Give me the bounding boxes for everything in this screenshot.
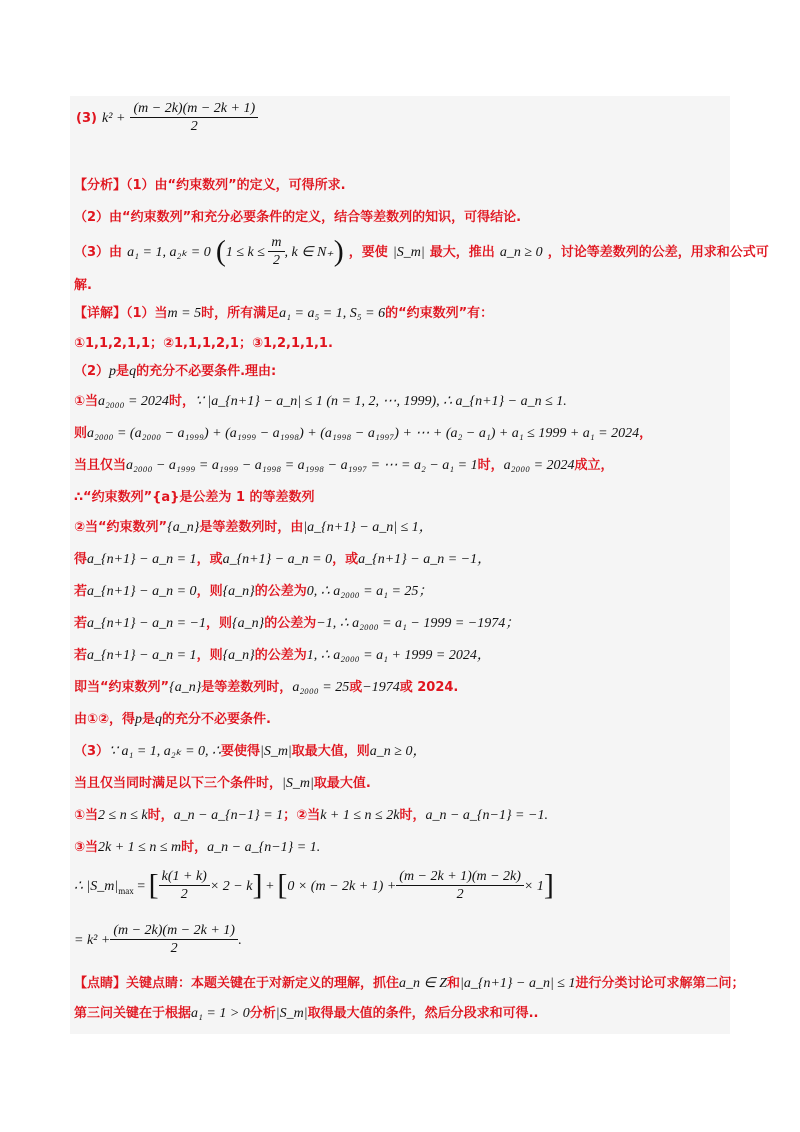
answer-expr: k² +: [102, 111, 126, 126]
detail-3-cond12: ①当2 ≤ n ≤ k时，a_n − a_{n−1} = 1；②当k + 1 ≤ n ≤ 2k时，a_n − a_{n−1} = −1.: [74, 808, 548, 823]
detail-2-summary: 即当“约束数列”{a_n}是等差数列时，a₂₀₀₀ = 25或−1974或 2024.: [74, 680, 459, 695]
detail-2-equality: 当且仅当a₂₀₀₀ − a₁₉₉₉ = a₁₉₉₉ − a₁₉₉₈ = a₁₉₉₈ − a₁₉₉₇ = ⋯ = a₂ − a₁ = 1时，a₂₀₀₀ = 2024成立，: [74, 458, 614, 473]
answer-part3: [76, 100, 258, 135]
key-point-2: 第三问关键在于根据a₁ = 1 > 0分析|S_m|取得最大值的条件，然后分段求和可得..: [74, 1006, 539, 1021]
detail-2: （2）p是q的充分不必要条件.理由:: [74, 364, 277, 379]
part-label: (3): [76, 111, 97, 126]
key-point-1: 【点睛】关键点睛：本题关键在于对新定义的理解，抓住a_n ∈ Z和|a_{n+1} − a_n| ≤ 1进行分类讨论可求解第二问；: [74, 976, 745, 991]
detail-3-result: = k² + $\frac{(m - 2k)(m - 2k + 1)}{2}$ .: [74, 923, 242, 956]
solution-page: [70, 96, 769, 1034]
detail-2-case2: ②当“约束数列”{a_n}是等差数列时，由|a_{n+1} − a_n| ≤ 1，: [74, 520, 433, 535]
analysis-1: 【分析】（1）由“约束数列”的定义，可得所求.: [74, 178, 346, 193]
detail-3: （3）∵ a₁ = 1, a₂ₖ = 0, ∴要使得|S_m|取最大值，则a_n ≥ 0，: [74, 744, 427, 759]
detail-1-list: ①1,1,2,1,1；②1,1,1,2,1；③1,2,1,1,1.: [74, 336, 333, 351]
detail-1: 【详解】（1）当m = 5时，所有满足a₁ = a₅ = 1, S₅ = 6的“约束数列”有：: [74, 306, 494, 321]
detail-2-dneg: 若a_{n+1} − a_n = −1，则{a_n}的公差为−1, ∴ a₂₀₀₀ = a₁ − 1999 = −1974；: [74, 616, 520, 631]
detail-2-final: 由①②，得p是q的充分不必要条件.: [74, 712, 271, 727]
detail-2-case1: ①当a₂₀₀₀ = 2024时，∵ |a_{n+1} − a_n| ≤ 1 (n = 1, 2, ⋯, 1999), ∴ a_{n+1} − a_n ≤ 1.: [74, 394, 567, 409]
detail-2-d0: 若a_{n+1} − a_n = 0，则{a_n}的公差为0, ∴ a₂₀₀₀ = a₁ = 25；: [74, 584, 433, 599]
analysis-2: （2）由“约束数列”和充分必要条件的定义，结合等差数列的知识，可得结论.: [74, 210, 522, 225]
detail-2-sum: 则a₂₀₀₀ = (a₂₀₀₀ − a₁₉₉₉) + (a₁₉₉₉ − a₁₉₉₈) + (a₁₉₉₈ − a₁₉₉₇) + ⋯ + (a₂ − a₁) + a₁ ≤ 1999 + a₁ = 2024，: [74, 426, 653, 441]
detail-2-options: 得a_{n+1} − a_n = 1，或a_{n+1} − a_n = 0，或a_{n+1} − a_n = −1，: [74, 552, 492, 567]
detail-3-max-expr: ∴ $|S\_m|_{max}$ = [ $\frac{k(1 + k)}{2}$ × 2 − k] + [0 × (m − 2k + 1) + $\frac{(m - 2k + 1)(m - 2k)}{2}$ × 1]: [74, 868, 554, 902]
analysis-3-cont: 解.: [74, 278, 92, 293]
detail-3-cond3: ③当2k + 1 ≤ n ≤ m时，a_n − a_{n−1} = 1.: [74, 840, 321, 855]
detail-3-condition: 当且仅当同时满足以下三个条件时，|S_m|取最大值.: [74, 776, 371, 791]
analysis-3: （3）由 a₁ = 1, a₂ₖ = 0 (1 ≤ k ≤ $\frac{m}{2}$ , k ∈ N₊) ，要使 |S_m| 最大，推出 a_n ≥ 0 ，讨论等差数列的公差，用求和公式可: [74, 234, 769, 268]
detail-2-dpos: 若a_{n+1} − a_n = 1，则{a_n}的公差为1, ∴ a₂₀₀₀ = a₁ + 1999 = 2024，: [74, 648, 491, 663]
detail-2-conclusion1: ∴“约束数列”{a}是公差为 1 的等差数列: [74, 490, 315, 505]
answer-fraction: $\frac{(m - 2k)(m - 2k + 1)}{2}$: [130, 100, 258, 135]
